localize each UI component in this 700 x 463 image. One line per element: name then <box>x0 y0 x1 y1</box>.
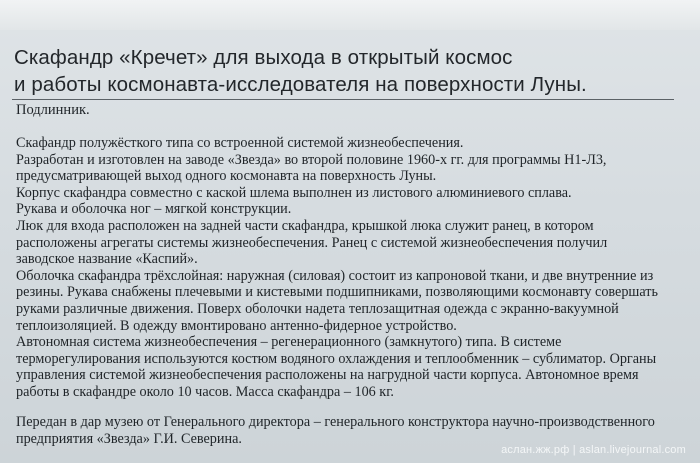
title-line-2: и работы космонавта-исследователя на поверхности Луны. <box>14 73 587 96</box>
plaque-body <box>16 135 692 401</box>
title-line-1: Скафандр «Кречет» для выхода в открытый космос <box>14 46 513 69</box>
body-line: руками различные движения. Поверх оболочки надета теплозащитная одежда с экранно-вакуумной <box>16 300 619 317</box>
body-line: заводское название «Каспий». <box>16 251 198 268</box>
photo-watermark: аслан.жж.рф | aslan.livejournal.com <box>501 444 686 456</box>
footer-line: Передан в дар музею от Генерального директора – генерального конструктора научно-производственного <box>16 414 655 430</box>
body-line: предусматривающей выход одного космонавта на поверхность Луны. <box>16 168 437 185</box>
footer-line: предприятия «Звезда» Г.И. Северина. <box>16 430 242 447</box>
body-line: Рукава и оболочка ног – мягкой конструкции. <box>16 201 292 218</box>
body-line: резины. Рукава снабжены плечевыми и кистевыми подшипниками, позволяющими космонавту совершать <box>16 284 658 301</box>
body-line: работы в скафандре около 10 часов. Масса скафандра – 106 кг. <box>16 383 394 400</box>
body-line: Оболочка скафандра трёхслойная: наружная (силовая) состоит из капроновой ткани, и две внутренние из <box>16 267 654 284</box>
body-line: Скафандр полужёсткого типа со встроенной системой жизнеобеспечения. <box>16 135 464 151</box>
body-line: Люк для входа расположен на задней части скафандра, крышкой люка служит ранец, в котором <box>16 217 594 234</box>
body-line: Разработан и изготовлен на заводе «Звезда» во второй половине 1960-х гг. для программы Н1-Л3, <box>16 151 607 168</box>
body-line: теплоизоляцией. В одежду вмонтировано антенно-фидерное устройство. <box>16 317 457 334</box>
plaque-title <box>14 44 674 98</box>
body-line: управления системой жизнеобеспечения расположены на нагрудной части корпуса. Автономное время <box>16 367 639 384</box>
body-line: терморегулирования используются костюм водяного охлаждения и теплообменник – сублиматор. Органы <box>16 350 657 367</box>
plaque-subtitle: Подлинник. <box>16 102 90 118</box>
plaque-frame-top <box>0 0 700 30</box>
body-line: расположены агрегаты системы жизнеобеспечения. Ранец с системой жизнеобеспечения получил <box>16 234 608 251</box>
body-line: Корпус скафандра совместно с каской шлема выполнен из листового алюминиевого сплава. <box>16 184 572 201</box>
plaque-donation-note <box>16 414 692 447</box>
body-line: Автономная система жизнеобеспечения – регенерационного (замкнутого) типа. В системе <box>16 334 562 351</box>
title-divider <box>12 99 674 100</box>
